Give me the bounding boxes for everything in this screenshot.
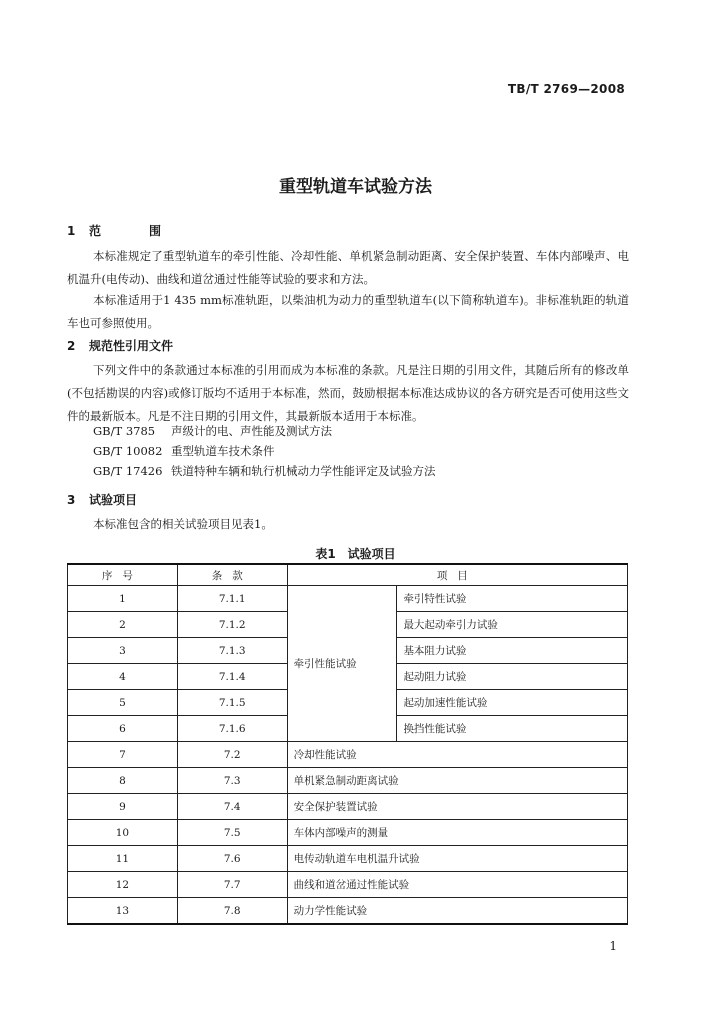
reference-title: 重型轨道车技术条件: [171, 444, 275, 458]
table-row: [68, 586, 628, 612]
header-no: 序号: [68, 564, 178, 586]
cell-item: 动力学性能试验: [287, 898, 627, 925]
section-3-heading: [67, 491, 137, 508]
cell-clause: 7.1.4: [177, 664, 287, 690]
reference-code: GB/T 17426: [93, 464, 163, 478]
cell-group-label: 牵引性能试验: [287, 586, 397, 742]
cell-clause: 7.1.5: [177, 690, 287, 716]
cell-clause: 7.5: [177, 820, 287, 846]
cell-clause: 7.2: [177, 742, 287, 768]
cell-item: 车体内部噪声的测量: [287, 820, 627, 846]
cell-no: 7: [68, 742, 178, 768]
cell-clause: 7.1.6: [177, 716, 287, 742]
cell-item: 电传动轨道车电机温升试验: [287, 846, 627, 872]
table-row: [68, 872, 628, 898]
cell-item: 最大起动牵引力试验: [397, 612, 628, 638]
reference-code: GB/T 10082: [93, 444, 163, 458]
cell-item: 换挡性能试验: [397, 716, 628, 742]
table-row: [68, 820, 628, 846]
cell-clause: 7.3: [177, 768, 287, 794]
section-title: 规范性引用文件: [89, 339, 174, 353]
cell-no: 6: [68, 716, 178, 742]
section-number: 3: [67, 493, 76, 507]
header-clause: 条款: [177, 564, 287, 586]
section-3-paragraph-1: 本标准包含的相关试验项目见表1。: [93, 517, 273, 531]
section-1-paragraph-2: 本标准适用于1 435 mm标准轨距，以柴油机为动力的重型轨道车(以下简称轨道车)。非标准轨距的轨道车也可参照使用。: [67, 293, 629, 330]
table-row: [68, 794, 628, 820]
table-row: [68, 742, 628, 768]
table-row: [68, 768, 628, 794]
section-number: 2: [67, 339, 76, 353]
cell-item: 起动加速性能试验: [397, 690, 628, 716]
section-number: 1: [67, 224, 76, 238]
cell-clause: 7.1.3: [177, 638, 287, 664]
reference-title: 铁道特种车辆和轨行机械动力学性能评定及试验方法: [171, 464, 436, 478]
table-row: [68, 846, 628, 872]
section-title: 范 围: [89, 224, 180, 238]
cell-clause: 7.7: [177, 872, 287, 898]
table-header-row: [68, 564, 628, 586]
cell-clause: 7.4: [177, 794, 287, 820]
reference-title: 声级计的电、声性能及测试方法: [171, 424, 332, 438]
test-items-table: [67, 563, 628, 925]
section-2-paragraph-1: 下列文件中的条款通过本标准的引用而成为本标准的条款。凡是注日期的引用文件，其随后所有的修改单(不包括勘误的内容)或修订版均不适用于本标准，然而，鼓励根据本标准达成协议的各方研究是否可使用这些文件的最新版本。凡是不注日期的引用文件，其最新版本适用于本标准。: [67, 363, 629, 423]
cell-no: 10: [68, 820, 178, 846]
standard-code: TB/T 2769—2008: [507, 82, 625, 96]
cell-item: 起动阻力试验: [397, 664, 628, 690]
cell-clause: 7.6: [177, 846, 287, 872]
cell-no: 8: [68, 768, 178, 794]
cell-item: 单机紧急制动距离试验: [287, 768, 627, 794]
section-2-heading: [67, 337, 173, 354]
cell-no: 2: [68, 612, 178, 638]
page-number: 1: [609, 939, 617, 953]
cell-item: 冷却性能试验: [287, 742, 627, 768]
section-1-heading: [67, 222, 179, 239]
cell-no: 5: [68, 690, 178, 716]
cell-clause: 7.1.2: [177, 612, 287, 638]
cell-item: 安全保护装置试验: [287, 794, 627, 820]
reference-item: [93, 441, 275, 461]
cell-no: 3: [68, 638, 178, 664]
table-row: [68, 898, 628, 925]
cell-no: 4: [68, 664, 178, 690]
cell-clause: 7.1.1: [177, 586, 287, 612]
cell-no: 9: [68, 794, 178, 820]
cell-no: 11: [68, 846, 178, 872]
cell-clause: 7.8: [177, 898, 287, 925]
section-1-paragraph-1: 本标准规定了重型轨道车的牵引性能、冷却性能、单机紧急制动距离、安全保护装置、车体内部噪声、电机温升(电传动)、曲线和道岔通过性能等试验的要求和方法。: [67, 249, 629, 286]
cell-no: 1: [68, 586, 178, 612]
table-caption: 表1 试验项目: [315, 547, 396, 561]
cell-no: 12: [68, 872, 178, 898]
reference-item: [93, 461, 436, 481]
cell-item: 牵引特性试验: [397, 586, 628, 612]
document-title: 重型轨道车试验方法: [279, 177, 432, 197]
header-item: 项目: [287, 564, 627, 586]
reference-item: [93, 421, 332, 441]
section-title: 试验项目: [89, 493, 138, 507]
cell-no: 13: [68, 898, 178, 925]
reference-code: GB/T 3785: [93, 424, 156, 438]
cell-item: 基本阻力试验: [397, 638, 628, 664]
cell-item: 曲线和道岔通过性能试验: [287, 872, 627, 898]
